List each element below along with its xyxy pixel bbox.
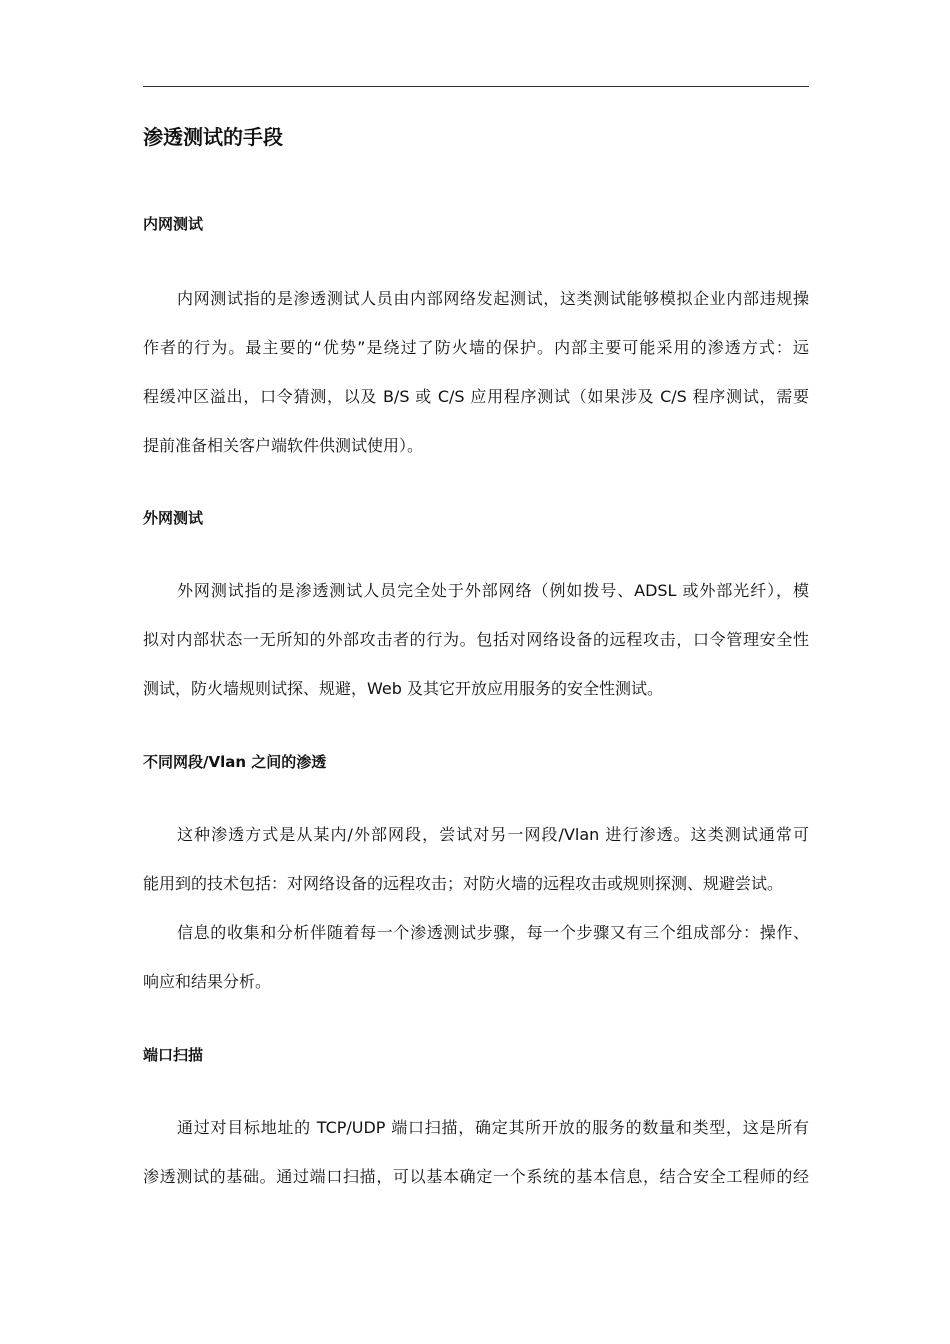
paragraph-line: 测试，防火墙规则试探、规避，Web 及其它开放应用服务的安全性测试。 xyxy=(143,679,663,698)
section-heading-port-scan: 端口扫描 xyxy=(143,1046,204,1064)
paragraph-line: 这种渗透方式是从某内/外部网段，尝试对另一网段/Vlan 进行渗透。这类测试通常可 xyxy=(177,825,809,844)
paragraph-line: 外网测试指的是渗透测试人员完全处于外部网络（例如拨号、ADSL 或外部光纤），模 xyxy=(177,581,809,600)
paragraph-line: 程缓冲区溢出，口令猜测，以及 B/S 或 C/S 应用程序测试（如果涉及 C/S 程序测试，需要 xyxy=(143,387,809,406)
paragraph-port-scan xyxy=(143,1103,809,1201)
header-rule xyxy=(143,86,809,87)
document-title: 渗透测试的手段 xyxy=(143,125,283,149)
paragraph-line: 提前准备相关客户端软件供测试使用）。 xyxy=(143,436,424,455)
paragraph-line: 拟对内部状态一无所知的外部攻击者的行为。包括对网络设备的远程攻击，口令管理安全性 xyxy=(143,630,809,649)
paragraph-line: 信息的收集和分析伴随着每一个渗透测试步骤，每一个步骤又有三个组成部分：操作、 xyxy=(177,923,809,942)
paragraph-intranet xyxy=(143,274,809,470)
section-heading-vlan: 不同网段/Vlan 之间的渗透 xyxy=(143,753,327,771)
paragraph-line: 能用到的技术包括：对网络设备的远程攻击；对防火墙的远程攻击或规则探测、规避尝试。 xyxy=(143,874,784,893)
paragraph-line: 内网测试指的是渗透测试人员由内部网络发起测试，这类测试能够模拟企业内部违规操 xyxy=(177,289,809,308)
section-heading-intranet: 内网测试 xyxy=(143,215,204,233)
paragraph-vlan xyxy=(143,810,809,908)
paragraph-info-collection xyxy=(143,908,809,1006)
paragraph-line: 响应和结果分析。 xyxy=(143,972,272,991)
paragraph-line: 渗透测试的基础。通过端口扫描，可以基本确定一个系统的基本信息，结合安全工程师的经 xyxy=(143,1167,809,1186)
paragraph-extranet xyxy=(143,566,809,713)
paragraph-line: 通过对目标地址的 TCP/UDP 端口扫描，确定其所开放的服务的数量和类型，这是所有 xyxy=(177,1118,809,1137)
paragraph-line: 作者的行为。最主要的“优势”是绕过了防火墙的保护。内部主要可能采用的渗透方式：远 xyxy=(143,338,809,357)
section-heading-extranet: 外网测试 xyxy=(143,509,204,527)
